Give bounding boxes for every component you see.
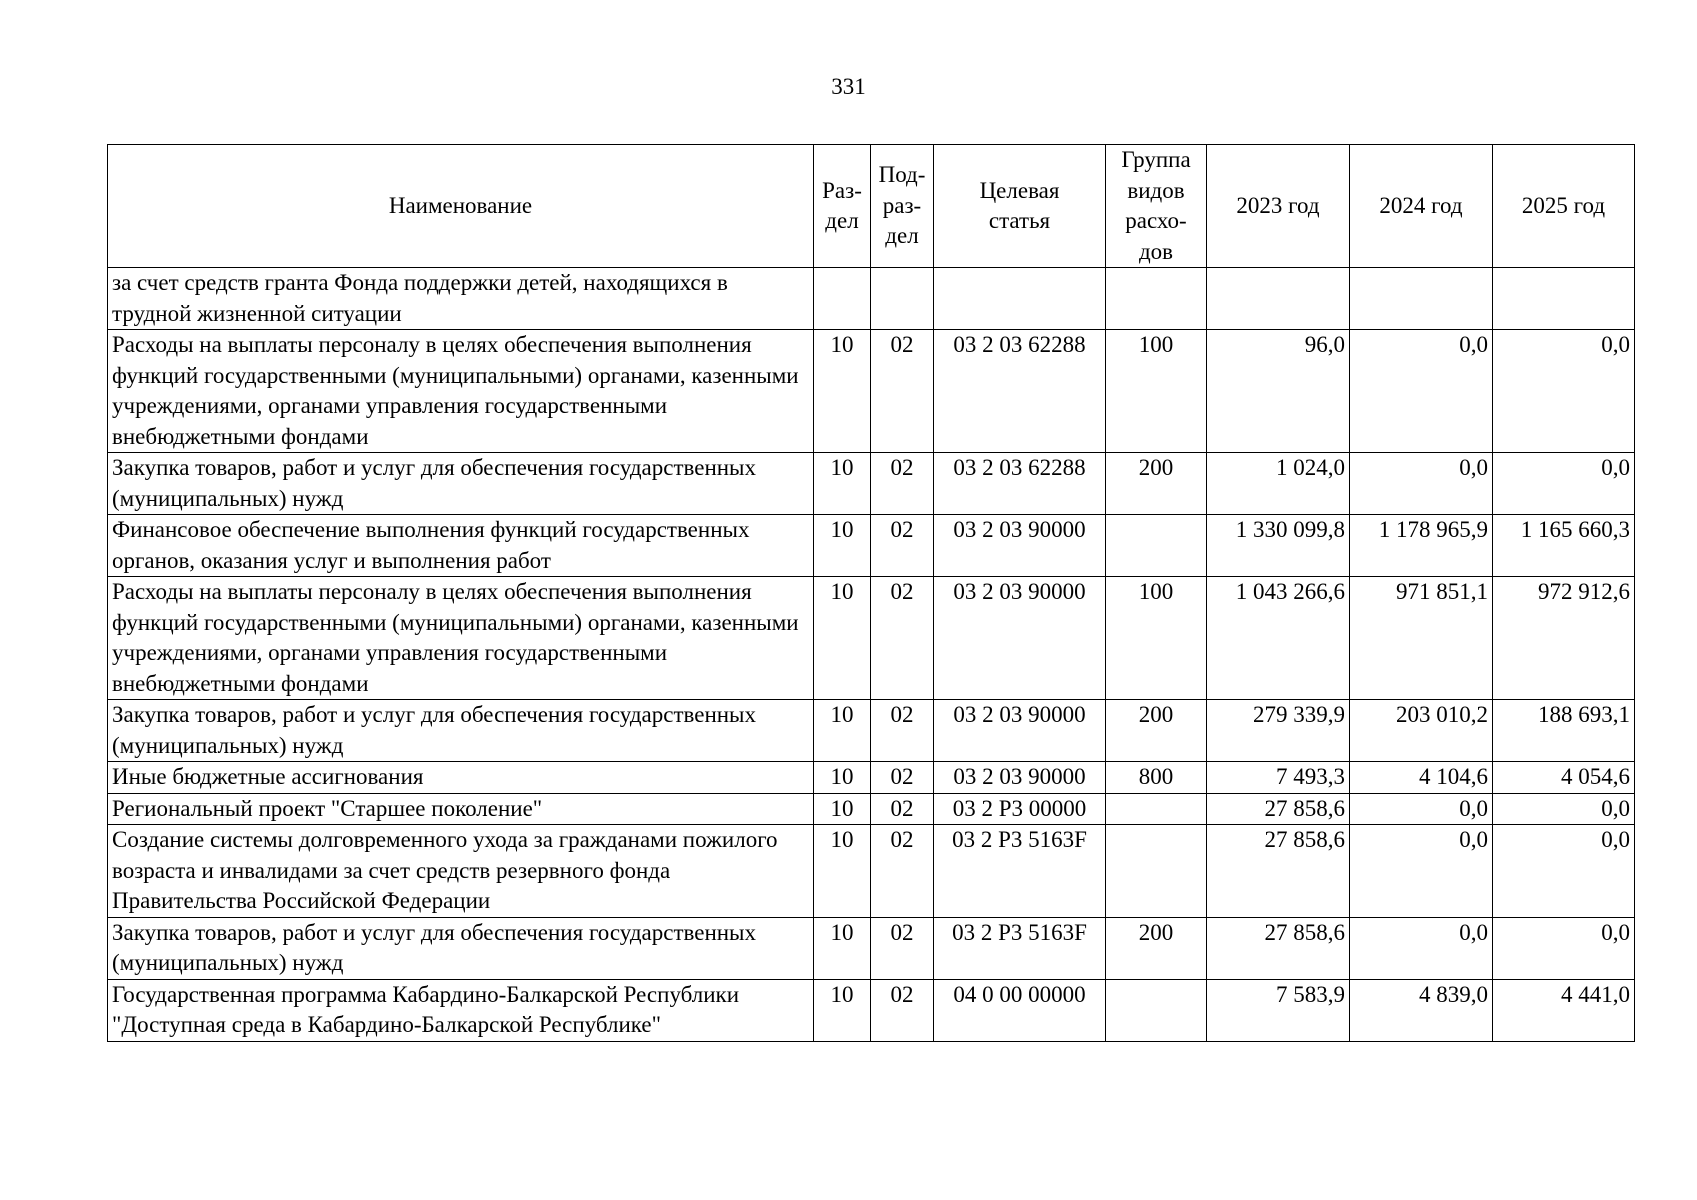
row-section: 10 bbox=[814, 330, 871, 453]
row-name: Закупка товаров, работ и услуг для обеспечения государственных (муниципальных) нужд bbox=[108, 917, 814, 979]
row-subsection: 02 bbox=[871, 515, 934, 577]
row-2024: 0,0 bbox=[1350, 825, 1493, 918]
row-2025: 0,0 bbox=[1493, 917, 1635, 979]
row-group: 800 bbox=[1106, 762, 1207, 794]
row-2024 bbox=[1350, 268, 1493, 330]
row-target: 03 2 P3 5163F bbox=[934, 917, 1106, 979]
page-number: 331 bbox=[831, 74, 866, 99]
row-2023: 1 043 266,6 bbox=[1207, 577, 1350, 700]
row-2025: 0,0 bbox=[1493, 330, 1635, 453]
row-section: 10 bbox=[814, 453, 871, 515]
row-2023: 7 583,9 bbox=[1207, 979, 1350, 1041]
table-row bbox=[108, 453, 1635, 515]
row-section: 10 bbox=[814, 700, 871, 762]
table-row bbox=[108, 762, 1635, 794]
row-2024: 0,0 bbox=[1350, 793, 1493, 825]
row-2023: 279 339,9 bbox=[1207, 700, 1350, 762]
row-name: Региональный проект "Старшее поколение" bbox=[108, 793, 814, 825]
header-subsection: Под- раз- дел bbox=[871, 145, 934, 268]
row-2023: 1 024,0 bbox=[1207, 453, 1350, 515]
row-group: 200 bbox=[1106, 700, 1207, 762]
row-target: 03 2 P3 00000 bbox=[934, 793, 1106, 825]
row-subsection bbox=[871, 268, 934, 330]
row-2025: 972 912,6 bbox=[1493, 577, 1635, 700]
row-2025: 188 693,1 bbox=[1493, 700, 1635, 762]
row-subsection: 02 bbox=[871, 762, 934, 794]
row-2025: 1 165 660,3 bbox=[1493, 515, 1635, 577]
row-2025: 0,0 bbox=[1493, 793, 1635, 825]
row-section: 10 bbox=[814, 825, 871, 918]
row-group bbox=[1106, 515, 1207, 577]
row-2023: 27 858,6 bbox=[1207, 825, 1350, 918]
header-name: Наименование bbox=[108, 145, 814, 268]
row-group: 200 bbox=[1106, 453, 1207, 515]
table-row bbox=[108, 268, 1635, 330]
row-section: 10 bbox=[814, 917, 871, 979]
row-name: Расходы на выплаты персоналу в целях обеспечения выполнения функций государственными (муниципальными) органами, казенными учреждениями, органами управления государственными внебюджетными фондами bbox=[108, 577, 814, 700]
row-name: за счет средств гранта Фонда поддержки детей, находящихся в трудной жизненной ситуации bbox=[108, 268, 814, 330]
row-name: Создание системы долговременного ухода за гражданами пожилого возраста и инвалидами за счет средств резервного фонда Правительства Российской Федерации bbox=[108, 825, 814, 918]
budget-table bbox=[107, 144, 1635, 1042]
row-subsection: 02 bbox=[871, 453, 934, 515]
table-row bbox=[108, 700, 1635, 762]
row-subsection: 02 bbox=[871, 793, 934, 825]
row-section: 10 bbox=[814, 515, 871, 577]
table-row bbox=[108, 577, 1635, 700]
row-2023 bbox=[1207, 268, 1350, 330]
row-group bbox=[1106, 825, 1207, 918]
row-subsection: 02 bbox=[871, 979, 934, 1041]
row-section: 10 bbox=[814, 762, 871, 794]
row-2025: 0,0 bbox=[1493, 825, 1635, 918]
row-2025: 4 054,6 bbox=[1493, 762, 1635, 794]
row-target: 03 2 03 90000 bbox=[934, 577, 1106, 700]
row-name: Расходы на выплаты персоналу в целях обеспечения выполнения функций государственными (муниципальными) органами, казенными учреждениями, органами управления государственными внебюджетными фондами bbox=[108, 330, 814, 453]
row-group: 100 bbox=[1106, 577, 1207, 700]
row-group bbox=[1106, 979, 1207, 1041]
row-subsection: 02 bbox=[871, 700, 934, 762]
row-2023: 27 858,6 bbox=[1207, 793, 1350, 825]
row-target bbox=[934, 268, 1106, 330]
row-target: 03 2 P3 5163F bbox=[934, 825, 1106, 918]
header-group: Группа видов расхо- дов bbox=[1106, 145, 1207, 268]
row-subsection: 02 bbox=[871, 330, 934, 453]
row-target: 03 2 03 90000 bbox=[934, 700, 1106, 762]
row-2024: 203 010,2 bbox=[1350, 700, 1493, 762]
row-target: 04 0 00 00000 bbox=[934, 979, 1106, 1041]
row-group bbox=[1106, 793, 1207, 825]
row-section: 10 bbox=[814, 577, 871, 700]
row-2025: 0,0 bbox=[1493, 453, 1635, 515]
row-group bbox=[1106, 268, 1207, 330]
row-2024: 971 851,1 bbox=[1350, 577, 1493, 700]
row-group: 200 bbox=[1106, 917, 1207, 979]
row-subsection: 02 bbox=[871, 917, 934, 979]
table-row bbox=[108, 917, 1635, 979]
header-2024: 2024 год bbox=[1350, 145, 1493, 268]
row-name: Закупка товаров, работ и услуг для обеспечения государственных (муниципальных) нужд bbox=[108, 700, 814, 762]
row-subsection: 02 bbox=[871, 577, 934, 700]
row-2023: 7 493,3 bbox=[1207, 762, 1350, 794]
row-target: 03 2 03 90000 bbox=[934, 515, 1106, 577]
row-2023: 96,0 bbox=[1207, 330, 1350, 453]
row-2023: 1 330 099,8 bbox=[1207, 515, 1350, 577]
row-2025: 4 441,0 bbox=[1493, 979, 1635, 1041]
table-row bbox=[108, 330, 1635, 453]
row-2024: 4 104,6 bbox=[1350, 762, 1493, 794]
header-2025: 2025 год bbox=[1493, 145, 1635, 268]
row-2024: 1 178 965,9 bbox=[1350, 515, 1493, 577]
header-row bbox=[108, 145, 1635, 268]
row-name: Финансовое обеспечение выполнения функций государственных органов, оказания услуг и выполнения работ bbox=[108, 515, 814, 577]
header-section: Раз- дел bbox=[814, 145, 871, 268]
row-group: 100 bbox=[1106, 330, 1207, 453]
row-name: Государственная программа Кабардино-Балкарской Республики "Доступная среда в Кабардино-Балкарской Республике" bbox=[108, 979, 814, 1041]
row-2023: 27 858,6 bbox=[1207, 917, 1350, 979]
row-section bbox=[814, 268, 871, 330]
row-name: Иные бюджетные ассигнования bbox=[108, 762, 814, 794]
row-target: 03 2 03 62288 bbox=[934, 453, 1106, 515]
table-row bbox=[108, 825, 1635, 918]
row-section: 10 bbox=[814, 793, 871, 825]
header-2023: 2023 год bbox=[1207, 145, 1350, 268]
header-target: Целевая статья bbox=[934, 145, 1106, 268]
row-subsection: 02 bbox=[871, 825, 934, 918]
row-section: 10 bbox=[814, 979, 871, 1041]
row-2024: 4 839,0 bbox=[1350, 979, 1493, 1041]
row-2025 bbox=[1493, 268, 1635, 330]
table-row bbox=[108, 793, 1635, 825]
row-2024: 0,0 bbox=[1350, 330, 1493, 453]
row-target: 03 2 03 90000 bbox=[934, 762, 1106, 794]
row-2024: 0,0 bbox=[1350, 917, 1493, 979]
table-row bbox=[108, 515, 1635, 577]
row-2024: 0,0 bbox=[1350, 453, 1493, 515]
row-target: 03 2 03 62288 bbox=[934, 330, 1106, 453]
row-name: Закупка товаров, работ и услуг для обеспечения государственных (муниципальных) нужд bbox=[108, 453, 814, 515]
table-row bbox=[108, 979, 1635, 1041]
